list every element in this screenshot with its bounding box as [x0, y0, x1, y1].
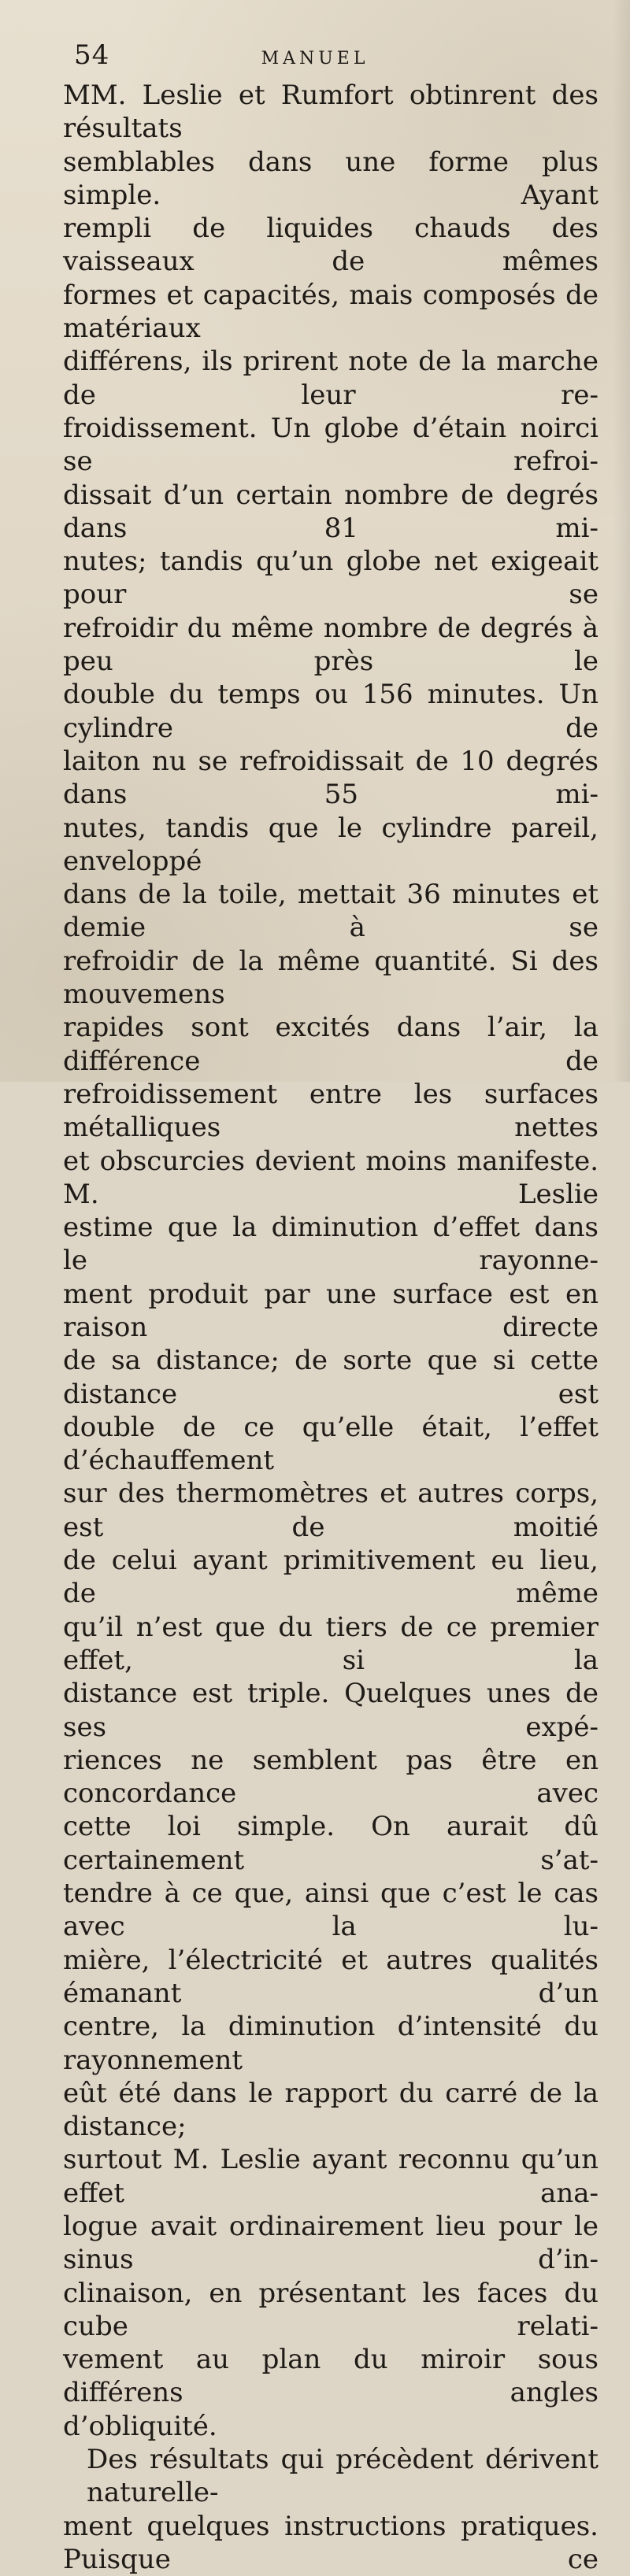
body-text — [63, 79, 598, 2576]
text-line-28: tendre à ce que, ainsi que c’est le cas avec la lu- — [63, 1878, 598, 1943]
text-line-22: sur des thermomètres et autres corps, est de moitié — [63, 1478, 598, 1543]
text-line-3: rempli de liquides chauds des vaisseaux de mêmes — [63, 213, 598, 278]
text-line-21: double de ce qu’elle était, l’effet d’échauffement — [63, 1411, 598, 1477]
text-line-26: riences ne semblent pas être en concordance avec — [63, 1744, 598, 1810]
text-line-1: MM. Leslie et Rumfort obtinrent des résultats — [63, 80, 598, 145]
text-line-32: surtout M. Leslie ayant reconnu qu’un effet ana- — [63, 2144, 598, 2209]
running-head: MANUEL — [261, 49, 369, 68]
text-line-34: clinaison, en présentant les faces du cube relati- — [63, 2277, 598, 2342]
page-header — [0, 35, 630, 69]
text-line-36: d’obliquité. — [63, 2410, 217, 2442]
text-line-14: refroidir de la même quantité. Si des mouvemens — [63, 945, 598, 1011]
text-line-38: ment quelques instructions pratiques. Puisque ce — [63, 2510, 598, 2575]
text-line-31: eût été dans le rapport du carré de la distance; — [63, 2077, 598, 2143]
text-line-16: refroidissement entre les surfaces métalliques nettes — [63, 1078, 598, 1144]
text-line-35: vement au plan du miroir sous différens angles — [63, 2344, 598, 2409]
text-line-25: distance est triple. Quelques unes de ses expé- — [63, 1678, 598, 1743]
text-line-8: nutes; tandis qu’un globe net exigeait pour se — [63, 546, 598, 611]
text-line-13: dans de la toile, mettait 36 minutes et demie à se — [63, 879, 598, 944]
text-line-12: nutes, tandis que le cylindre pareil, enveloppé — [63, 812, 598, 877]
text-line-20: de sa distance; de sorte que si cette distance est — [63, 1345, 598, 1410]
text-line-24: qu’il n’est que du tiers de ce premier effet, si la — [63, 1611, 598, 1676]
text-line-29: mière, l’électricité et autres qualités émanant d’un — [63, 1944, 598, 2009]
text-line-5: différens, ils prirent note de la marche de leur re- — [63, 346, 598, 411]
text-line-15: rapides sont excités dans l’air, la différence de — [63, 1012, 598, 1077]
page-edge-shadow — [613, 0, 630, 1082]
text-line-4: formes et capacités, mais composés de matériaux — [63, 279, 598, 345]
text-line-2: semblables dans une forme plus simple. Ayant — [63, 146, 598, 211]
text-line-33: logue avait ordinairement lieu pour le sinus d’in- — [63, 2211, 598, 2276]
text-line-23: de celui ayant primitivement eu lieu, de même — [63, 1545, 598, 1610]
text-line-19: ment produit par une surface est en raison directe — [63, 1278, 598, 1343]
text-line-30: centre, la diminution d’intensité du rayonnement — [63, 2011, 598, 2076]
text-line-27: cette loi simple. On aurait dû certainement s’at- — [63, 1811, 598, 1876]
text-line-9: refroidir du même nombre de degrés à peu près le — [63, 612, 598, 678]
text-line-11: laiton nu se refroidissait de 10 degrés dans 55 mi- — [63, 745, 598, 811]
text-line-18: estime que la diminution d’effet dans le rayonne- — [63, 1212, 598, 1277]
text-line-37: Des résultats qui précèdent dérivent naturelle- — [87, 2444, 598, 2509]
text-line-7: dissait d’un certain nombre de degrés dans 81 mi- — [63, 479, 598, 544]
text-line-6: froidissement. Un globe d’étain noirci se refroi- — [63, 412, 598, 478]
text-line-17: et obscurcies devient moins manifeste. M. Leslie — [63, 1145, 598, 1210]
text-line-10: double du temps ou 156 minutes. Un cylindre de — [63, 679, 598, 744]
page-number: 54 — [74, 39, 110, 71]
